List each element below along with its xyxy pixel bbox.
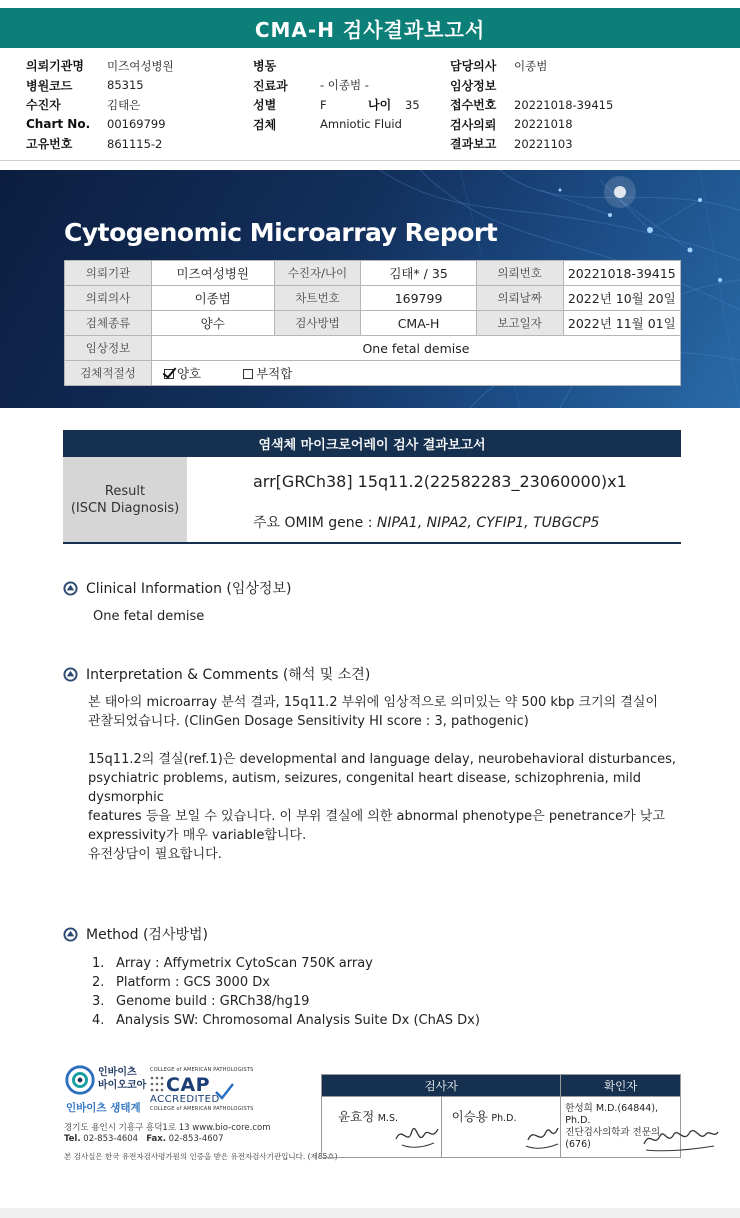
cap-logo-text: CAP — [166, 1074, 211, 1096]
omim-prefix: 주요 OMIM gene : — [253, 515, 377, 531]
bt-label-specimen: 검체종류 — [65, 311, 152, 336]
checkbox-good-checked[interactable] — [164, 369, 174, 379]
fax-value: 02-853-4607 — [168, 1134, 224, 1144]
bt-value-specimen: 양수 — [151, 311, 274, 336]
header-col-2 — [253, 56, 420, 134]
tester2-name: 이승용 — [451, 1109, 488, 1124]
bt-value-request-no: 20221018-39415 — [563, 261, 680, 286]
clinical-section-title — [63, 578, 291, 598]
company-logo-text — [98, 1066, 146, 1092]
section-bullet-icon — [63, 927, 78, 942]
report-title: CMA-H 검사결과보고서 — [0, 8, 740, 48]
value-accession-no: 20221018-39415 — [514, 97, 614, 112]
banner-info-table — [64, 260, 681, 386]
label-doctor: 담당의사 — [450, 59, 497, 74]
label-specimen: 검체 — [253, 117, 277, 132]
interp-p2-line2: psychiatric problems, autism, seizures, congenital heart disease, schizophrenia, mild dysmorphic — [88, 771, 641, 805]
option-good-label: 양호 — [176, 366, 202, 381]
label-age: 나이 — [368, 98, 392, 113]
page-bottom-bar — [0, 1208, 740, 1218]
cap-top-text: COLLEGE of AMERICAN PATHOLOGISTS — [150, 1067, 254, 1073]
value-request-date: 20221018 — [514, 117, 573, 132]
method-item-num: 2. — [92, 975, 105, 990]
value-report-date: 20221103 — [514, 136, 573, 151]
method-item — [92, 1011, 480, 1030]
option-bad-label: 부적합 — [256, 366, 293, 381]
method-item-text: Platform : GCS 3000 Dx — [116, 975, 270, 990]
tester-header: 검사자 — [322, 1075, 561, 1097]
approver-line2: 진단검사의학과 전문의(676) — [565, 1127, 661, 1150]
interp-p2-line5: 유전상담이 필요합니다. — [88, 847, 222, 862]
method-item-text: Array : Affymetrix CytoScan 750K array — [116, 956, 373, 971]
interpretation-title-text: Interpretation & Comments (해석 및 소견) — [86, 667, 371, 683]
value-doctor: 이종범 — [514, 58, 548, 73]
value-specimen: Amniotic Fluid — [320, 117, 402, 132]
method-item-num: 1. — [92, 956, 105, 971]
bt-value-report-date: 2022년 11월 01일 — [563, 311, 680, 336]
header-col-3 — [450, 56, 613, 154]
header-divider — [0, 160, 740, 161]
fax-label: Fax. — [146, 1134, 166, 1144]
label-chart-no: Chart No. — [26, 117, 91, 132]
cap-bottom-text: COLLEGE of AMERICAN PATHOLOGISTS — [150, 1106, 254, 1112]
method-item-text: Genome build : GRCh38/hg19 — [116, 994, 310, 1009]
method-item-text: Analysis SW: Chromosomal Analysis Suite Dx (ChAS Dx) — [116, 1013, 480, 1028]
bt-label-adequacy: 검체적절성 — [65, 361, 152, 386]
tester1-name: 윤효정 — [338, 1109, 375, 1124]
value-sex: F — [320, 97, 327, 112]
method-item-num: 3. — [92, 994, 105, 1009]
interp-p2-line4: expressivity가 매우 variable합니다. — [88, 828, 307, 843]
interpretation-section-title — [63, 664, 370, 684]
banner-title: Cytogenomic Microarray Report — [64, 218, 498, 247]
bt-value-doctor: 이종범 — [151, 286, 274, 311]
bt-value-method: CMA-H — [361, 311, 476, 336]
interp-p1-line2: 관찰되었습니다. (ClinGen Dosage Sensitivity HI score : 3, pathogenic) — [88, 714, 529, 729]
interp-p1-line1: 본 태아의 microarray 분석 결과, 15q11.2 부위에 임상적으로 의미있는 약 500 kbp 크기의 결실이 — [88, 695, 659, 710]
label-accession-no: 접수번호 — [450, 98, 497, 113]
bt-value-request-date: 2022년 10월 20일 — [563, 286, 680, 311]
label-patient: 수진자 — [26, 98, 61, 113]
method-section-title — [63, 924, 208, 944]
section-bullet-icon — [63, 667, 78, 682]
label-unique-no: 고유번호 — [26, 137, 73, 152]
result-label — [63, 457, 187, 542]
interp-p2-line3: features 등을 보일 수 있습니다. 이 부위 결실에 의한 abnormal phenotype은 penetrance가 낮고 — [88, 809, 665, 824]
result-heading: 염색체 마이크로어레이 검사 결과보고서 — [63, 430, 681, 457]
bt-value-chart-no: 169799 — [361, 286, 476, 311]
label-clinical-info: 임상정보 — [450, 78, 497, 93]
omim-genes-line — [253, 512, 599, 532]
value-patient: 김태은 — [107, 97, 141, 112]
company-name-line2: 바이오코아 — [98, 1080, 147, 1091]
value-hospital: 미즈여성병원 — [107, 58, 174, 73]
method-item — [92, 973, 480, 992]
result-box — [63, 457, 681, 544]
bt-label-report-date: 보고일자 — [476, 311, 563, 336]
clinical-title-text: Clinical Information (임상정보) — [86, 581, 292, 597]
omim-genes: NIPA1, NIPA2, CYFIP1, TUBGCP5 — [376, 515, 600, 531]
tester1-signature-icon — [392, 1117, 442, 1151]
bt-label-chart-no: 차트번호 — [274, 286, 361, 311]
tester2-credential: Ph.D. — [491, 1113, 517, 1124]
bt-value-clinical-info: One fetal demise — [151, 336, 680, 361]
value-age: 35 — [405, 97, 420, 112]
bt-label-method: 검사방법 — [274, 311, 361, 336]
label-request-date: 검사의뢰 — [450, 117, 497, 132]
cap-seal-icon — [149, 1075, 165, 1093]
bt-value-patient-age: 김태* / 35 — [361, 261, 476, 286]
method-item — [92, 992, 480, 1011]
value-department: - 이종범 - — [320, 78, 369, 93]
method-item — [92, 954, 480, 973]
bt-label-request-date: 의뢰날짜 — [476, 286, 563, 311]
bt-label-request-no: 의뢰번호 — [476, 261, 563, 286]
checkbox-bad-unchecked[interactable] — [243, 369, 253, 379]
result-label-line2: (ISCN Diagnosis) — [70, 500, 180, 516]
report-banner — [0, 170, 740, 408]
bt-label-clinical-info: 임상정보 — [65, 336, 152, 361]
tel-label: Tel. — [64, 1134, 81, 1144]
method-item-num: 4. — [92, 1013, 105, 1028]
footer-notice: 본 검사실은 한국 유전자검사평가원의 인증을 받은 유전자검사기관입니다. (제85호) — [64, 1152, 338, 1161]
label-hospital: 의뢰기관명 — [26, 59, 84, 74]
bt-label-patient-age: 수진자/나이 — [274, 261, 361, 286]
cap-accredited-text: ACCREDITED — [150, 1094, 220, 1105]
check-mark-icon — [214, 1082, 234, 1100]
company-subbrand: 인바이츠 생태계 — [66, 1102, 141, 1114]
bt-label-institution: 의뢰기관 — [65, 261, 152, 286]
interpretation-paragraph-2 — [88, 750, 678, 864]
label-report-date: 결과보고 — [450, 137, 497, 152]
signature-table — [321, 1074, 681, 1158]
approver-line1: 한성희 M.D.(64844), Ph.D. — [565, 1103, 659, 1126]
tester1-credential: M.S. — [377, 1113, 399, 1124]
result-label-line1: Result — [104, 483, 146, 499]
value-chart-no: 00169799 — [107, 117, 166, 132]
tel-value: 02-853-4604 — [83, 1134, 139, 1144]
footer-contact — [64, 1134, 223, 1144]
bt-value-institution: 미즈여성병원 — [151, 261, 274, 286]
company-name-line1: 인바이츠 — [98, 1067, 137, 1078]
section-bullet-icon — [63, 581, 78, 596]
iscn-diagnosis: arr[GRCh38] 15q11.2(22582283_23060000)x1 — [253, 472, 627, 491]
clinical-text: One fetal demise — [93, 609, 205, 624]
value-hospital-code: 85315 — [107, 78, 144, 93]
company-logo-icon — [64, 1064, 96, 1096]
label-ward: 병동 — [253, 59, 277, 74]
approver-signature-icon — [640, 1124, 720, 1154]
label-sex: 성별 — [253, 98, 277, 113]
bt-value-adequacy — [151, 361, 680, 386]
footer-address: 경기도 용인시 기흥구 흥덕1로 13 www.bio-core.com — [64, 1123, 271, 1133]
label-hospital-code: 병원코드 — [26, 78, 73, 93]
header-col-1 — [26, 56, 174, 154]
label-department: 진료과 — [253, 78, 288, 93]
tester2-signature-icon — [522, 1120, 562, 1152]
approver-header: 확인자 — [561, 1075, 681, 1097]
bt-label-doctor: 의뢰의사 — [65, 286, 152, 311]
method-title-text: Method (검사방법) — [86, 927, 208, 943]
interp-p2-line1: 15q11.2의 결실(ref.1)은 developmental and language delay, neurobehavioral disturbances, — [88, 752, 677, 767]
interpretation-paragraph-1 — [88, 693, 678, 731]
method-list — [92, 954, 480, 1030]
value-unique-no: 861115-2 — [107, 136, 163, 151]
